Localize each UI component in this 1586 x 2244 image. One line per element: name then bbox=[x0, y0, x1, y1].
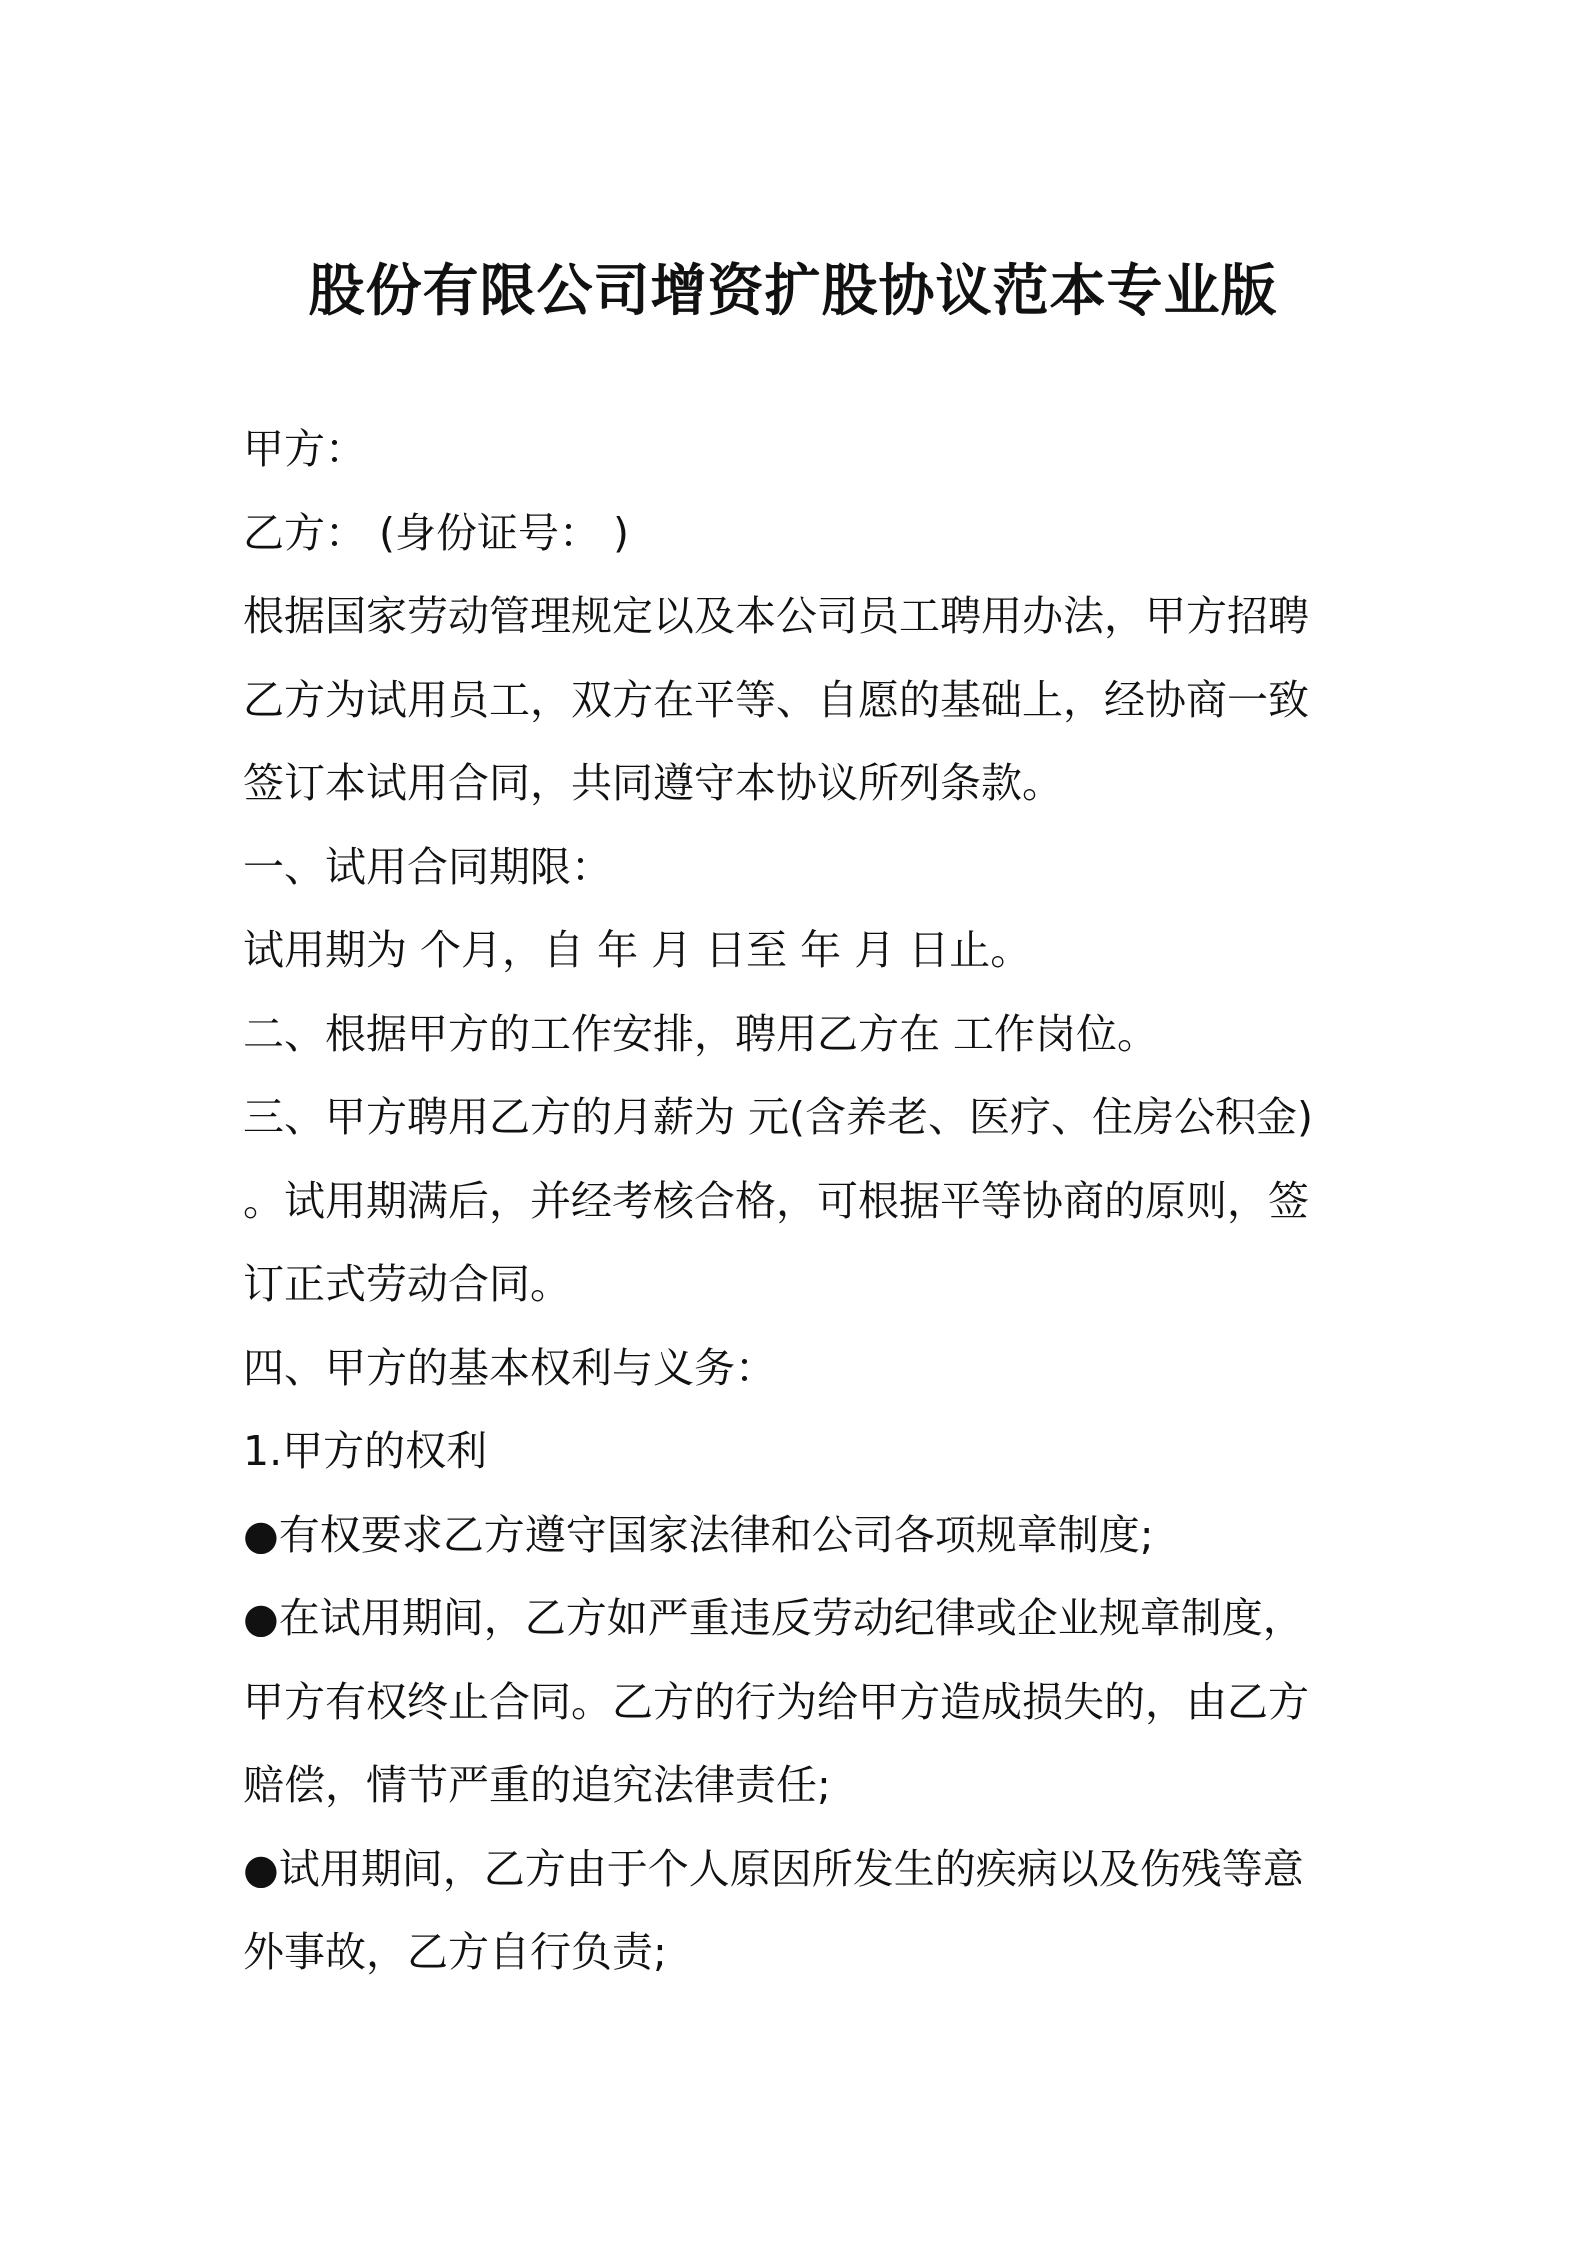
intro-paragraph-line: 乙方为试用员工，双方在平等、自愿的基础上，经协商一致 bbox=[243, 675, 1309, 724]
intro-paragraph-line: 根据国家劳动管理规定以及本公司员工聘用办法，甲方招聘 bbox=[243, 592, 1309, 640]
document-body bbox=[243, 408, 1353, 1995]
bullet-item: ●在试用期间，乙方如严重违反劳动纪律或企业规章制度， bbox=[243, 1594, 1304, 1642]
party-b-line: 乙方： (身份证号： ) bbox=[243, 508, 630, 557]
subsection-heading: 1.甲方的权利 bbox=[243, 1427, 488, 1475]
section-3-line: 三、甲方聘用乙方的月薪为 元(含养老、医疗、住房公积金) bbox=[243, 1093, 1314, 1141]
section-3-line: 订正式劳动合同。 bbox=[243, 1260, 571, 1308]
bullet-item-continuation: 甲方有权终止合同。乙方的行为给甲方造成损失的，由乙方 bbox=[243, 1677, 1309, 1726]
section-2-line: 二、根据甲方的工作安排，聘用乙方在 工作岗位。 bbox=[243, 1009, 1159, 1058]
section-heading-1: 一、试用合同期限： bbox=[243, 842, 612, 891]
document-title: 股份有限公司增资扩股协议范本专业版 bbox=[308, 259, 1278, 324]
probation-period-line: 试用期为 个月，自 年 月 日至 年 月 日止。 bbox=[243, 926, 1032, 974]
bullet-item-continuation: 外事故，乙方自行负责; bbox=[243, 1928, 667, 1976]
section-heading-4: 四、甲方的基本权利与义务： bbox=[243, 1343, 776, 1392]
intro-paragraph-line: 签订本试用合同，共同遵守本协议所列条款。 bbox=[243, 759, 1063, 807]
bullet-item: ●有权要求乙方遵守国家法律和公司各项规章制度; bbox=[243, 1510, 1154, 1559]
bullet-item: ●试用期间，乙方由于个人原因所发生的疾病以及伤残等意 bbox=[243, 1844, 1304, 1893]
party-a-line: 甲方： bbox=[243, 425, 366, 473]
bullet-item-continuation: 赔偿，情节严重的追究法律责任; bbox=[243, 1761, 831, 1809]
section-3-line: 。试用期满后，并经考核合格，可根据平等协商的原则，签 bbox=[243, 1176, 1309, 1225]
